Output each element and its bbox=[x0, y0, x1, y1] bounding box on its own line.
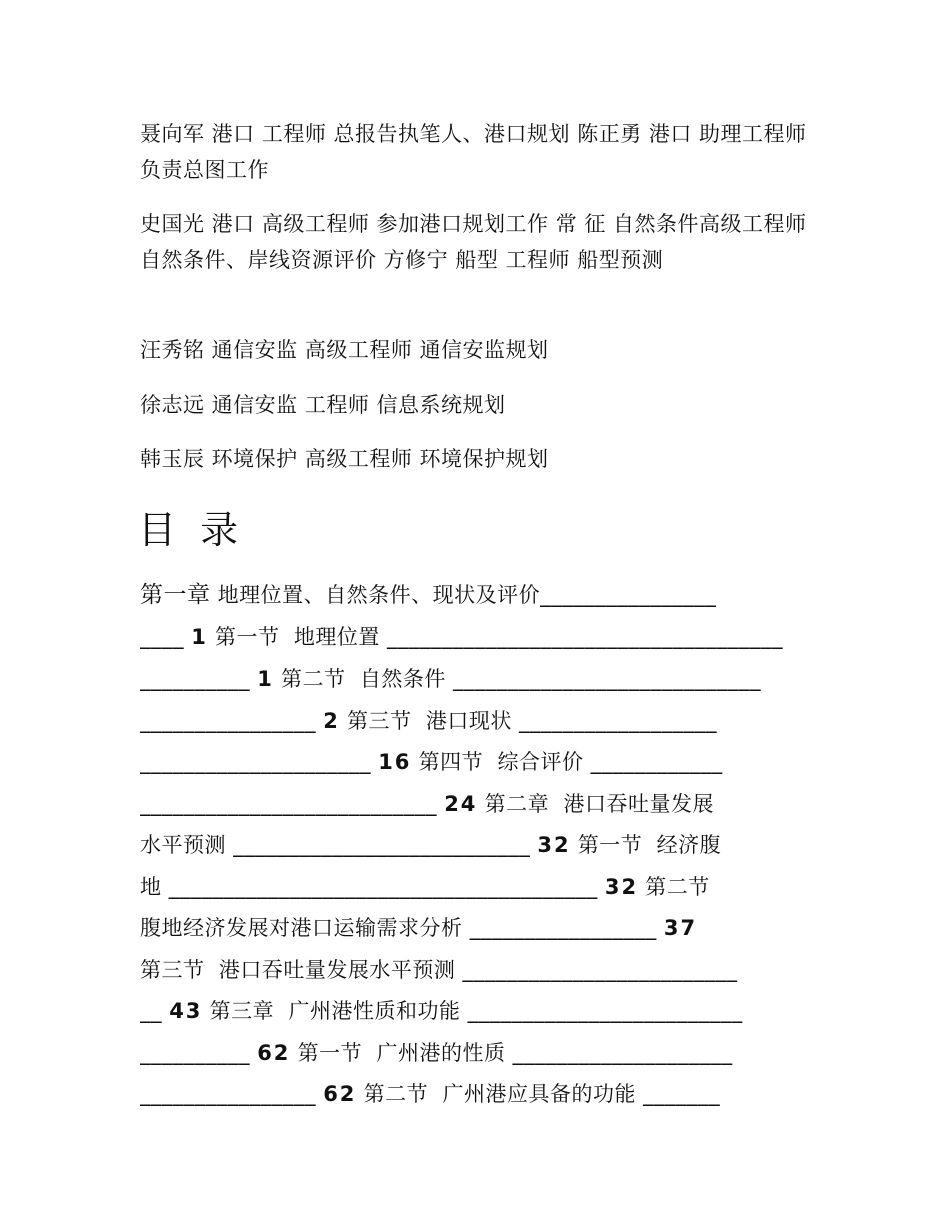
toc-page-number: 43 bbox=[169, 999, 203, 1023]
toc-line[interactable]: __________ 1 第二节 自然条件 ____________________________ bbox=[140, 667, 762, 691]
toc-line[interactable]: 腹地经济发展对港口运输需求分析 _________________ 37 bbox=[140, 916, 698, 940]
toc-title: 目 录 bbox=[138, 508, 245, 552]
staff-entry-4: 徐志远 通信安监 工程师 信息系统规划 bbox=[140, 393, 506, 417]
toc-page-number: 2 bbox=[323, 709, 340, 733]
toc-page-number: 1 bbox=[191, 625, 208, 649]
toc-page-number: 62 bbox=[257, 1041, 291, 1065]
toc-line[interactable]: 水平预测 ___________________________ 32 第一节 经济腹 bbox=[140, 833, 722, 857]
toc-line[interactable]: ___________________________ 24 第二章 港口吞吐量发展 bbox=[140, 792, 714, 816]
toc-line[interactable]: ____ 1 第一节 地理位置 ____________________________________ bbox=[140, 625, 784, 649]
toc-page-number: 1 bbox=[257, 667, 274, 691]
toc-line[interactable]: _____________________ 16 第四节 综合评价 ____________ bbox=[140, 750, 723, 774]
staff-entry-2: 史国光 港口 高级工程师 参加港口规划工作 常 征 自然条件高级工程师 自然条件、岸线资源评价 方修宁 船型 工程师 船型预测 bbox=[140, 212, 814, 272]
toc-page-number: 37 bbox=[663, 916, 698, 940]
toc-page-number: 16 bbox=[378, 750, 412, 774]
staff-entry-1: 聂向军 港口 工程师 总报告执笔人、港口规划 陈正勇 港口 助理工程师 负责总图工作 bbox=[140, 122, 814, 182]
toc-line[interactable]: __ 43 第三章 广州港性质和功能 _________________________ bbox=[140, 999, 743, 1023]
toc-line[interactable]: 第三节 港口吞吐量发展水平预测 _________________________ bbox=[140, 958, 738, 982]
toc-page-number: 32 bbox=[537, 833, 571, 857]
toc-page-number: 24 bbox=[444, 792, 478, 816]
staff-entry-3: 汪秀铭 通信安监 高级工程师 通信安监规划 bbox=[140, 338, 549, 362]
toc-line[interactable]: ________________ 2 第三节 港口现状 __________________ bbox=[140, 709, 718, 733]
toc-page-number: 62 bbox=[323, 1082, 357, 1106]
staff-entry-5: 韩玉辰 环境保护 高级工程师 环境保护规划 bbox=[140, 447, 549, 471]
toc-line[interactable]: __________ 62 第一节 广州港的性质 ____________________ bbox=[140, 1041, 733, 1065]
toc-line[interactable]: 第一章 地理位置、自然条件、现状及评价________________ bbox=[140, 582, 717, 608]
toc-page-number: 32 bbox=[604, 875, 639, 899]
toc-line[interactable]: ________________ 62 第二节 广州港应具备的功能 _______ bbox=[140, 1082, 721, 1106]
toc-line[interactable]: 地 _______________________________________ 32 第二节 bbox=[140, 875, 710, 899]
